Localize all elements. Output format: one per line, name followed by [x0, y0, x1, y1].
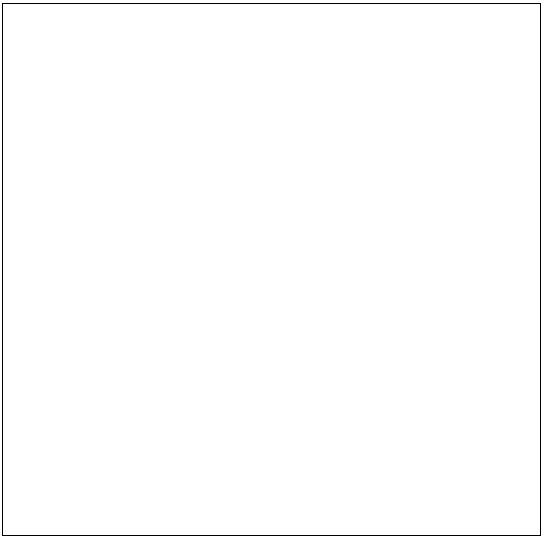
fittings-spec-sheet [2, 3, 541, 536]
